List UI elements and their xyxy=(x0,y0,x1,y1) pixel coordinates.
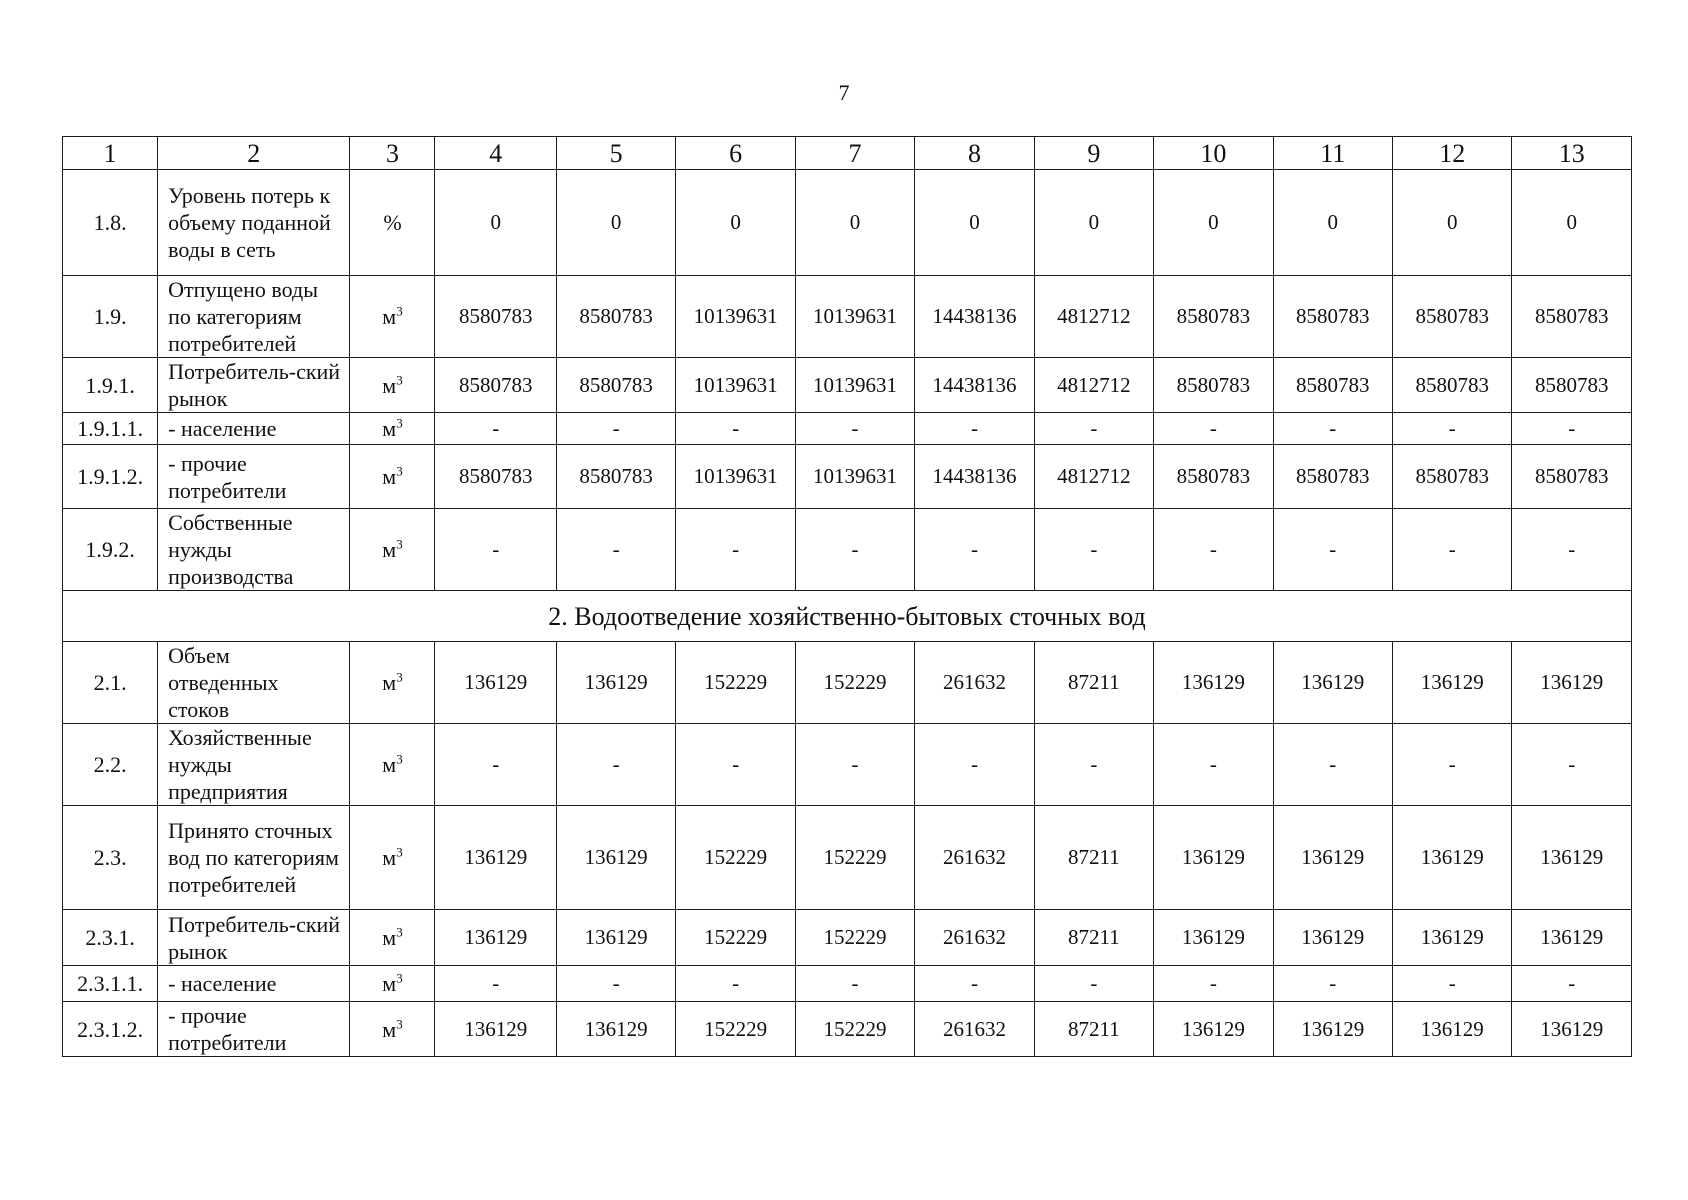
row-value: 10139631 xyxy=(795,358,914,413)
row-value: 152229 xyxy=(795,1002,914,1057)
table-row xyxy=(63,358,1632,413)
row-value: 136129 xyxy=(1154,806,1273,910)
table-row xyxy=(63,445,1632,509)
row-value: - xyxy=(795,413,914,445)
row-code: 1.8. xyxy=(63,170,158,276)
row-name: Потребитель-ский рынок xyxy=(158,358,350,413)
row-value: - xyxy=(915,509,1034,591)
row-value: 152229 xyxy=(795,642,914,724)
row-value: 8580783 xyxy=(556,445,675,509)
row-value: - xyxy=(1034,509,1153,591)
row-name: Уровень потерь к объему поданной воды в сеть xyxy=(158,170,350,276)
row-value: - xyxy=(435,966,556,1002)
row-value: 10139631 xyxy=(676,445,795,509)
row-value: 8580783 xyxy=(1512,358,1632,413)
row-value: 152229 xyxy=(676,1002,795,1057)
row-value: 136129 xyxy=(435,642,556,724)
row-value: - xyxy=(1273,413,1392,445)
row-code: 2.3.1. xyxy=(63,910,158,966)
row-value: - xyxy=(1393,413,1512,445)
row-value: 136129 xyxy=(1154,642,1273,724)
row-code: 1.9. xyxy=(63,276,158,358)
row-value: - xyxy=(1273,724,1392,806)
row-value: - xyxy=(1393,724,1512,806)
row-value: 152229 xyxy=(676,642,795,724)
row-value: 136129 xyxy=(1512,910,1632,966)
row-value: - xyxy=(795,509,914,591)
row-unit: $м^3$ xyxy=(350,445,435,509)
header-cell: 5 xyxy=(556,137,675,170)
header-cell: 2 xyxy=(158,137,350,170)
row-value: 261632 xyxy=(915,642,1034,724)
table-row xyxy=(63,966,1632,1002)
row-value: - xyxy=(1154,724,1273,806)
row-value: 0 xyxy=(915,170,1034,276)
row-name: Отпущено воды по категориям потребителей xyxy=(158,276,350,358)
row-value: 8580783 xyxy=(1154,445,1273,509)
row-unit: $м^3$ xyxy=(350,910,435,966)
row-code: 1.9.1.1. xyxy=(63,413,158,445)
row-value: 152229 xyxy=(676,910,795,966)
row-value: - xyxy=(1154,966,1273,1002)
row-value: 0 xyxy=(795,170,914,276)
row-name: Хозяйственные нужды предприятия xyxy=(158,724,350,806)
header-cell: 7 xyxy=(795,137,914,170)
table-row xyxy=(63,910,1632,966)
row-value: 10139631 xyxy=(795,276,914,358)
row-value: 8580783 xyxy=(435,445,556,509)
row-unit: $м^3$ xyxy=(350,724,435,806)
row-name: - население xyxy=(158,966,350,1002)
row-unit: $м^3$ xyxy=(350,1002,435,1057)
row-value: - xyxy=(915,966,1034,1002)
row-value: 136129 xyxy=(1393,910,1512,966)
row-value: - xyxy=(795,724,914,806)
row-value: - xyxy=(676,509,795,591)
row-value: 8580783 xyxy=(435,276,556,358)
row-unit: $м^3$ xyxy=(350,806,435,910)
row-code: 1.9.1. xyxy=(63,358,158,413)
row-value: 4812712 xyxy=(1034,276,1153,358)
row-value: 0 xyxy=(1273,170,1392,276)
header-cell: 8 xyxy=(915,137,1034,170)
row-value: 10139631 xyxy=(676,276,795,358)
row-value: 8580783 xyxy=(1512,276,1632,358)
row-value: 136129 xyxy=(435,910,556,966)
row-name: Принято сточных вод по категориям потребителей xyxy=(158,806,350,910)
row-value: 136129 xyxy=(556,910,675,966)
row-value: - xyxy=(556,509,675,591)
row-value: 8580783 xyxy=(1273,445,1392,509)
table-row xyxy=(63,413,1632,445)
row-value: 8580783 xyxy=(556,276,675,358)
row-code: 2.2. xyxy=(63,724,158,806)
row-value: 0 xyxy=(676,170,795,276)
row-code: 2.3.1.2. xyxy=(63,1002,158,1057)
row-value: - xyxy=(1512,509,1632,591)
row-value: - xyxy=(1273,966,1392,1002)
row-value: - xyxy=(795,966,914,1002)
row-value: 87211 xyxy=(1034,806,1153,910)
row-value: 4812712 xyxy=(1034,445,1153,509)
header-cell: 9 xyxy=(1034,137,1153,170)
row-value: 4812712 xyxy=(1034,358,1153,413)
row-value: 152229 xyxy=(795,806,914,910)
row-unit: $м^3$ xyxy=(350,413,435,445)
row-value: - xyxy=(435,413,556,445)
row-value: - xyxy=(1393,509,1512,591)
row-value: 0 xyxy=(1154,170,1273,276)
row-value: 8580783 xyxy=(1273,276,1392,358)
row-value: 136129 xyxy=(1512,806,1632,910)
row-unit: % xyxy=(350,170,435,276)
data-table-container xyxy=(62,136,1632,1057)
row-value: 0 xyxy=(1393,170,1512,276)
row-value: 261632 xyxy=(915,806,1034,910)
row-code: 2.1. xyxy=(63,642,158,724)
row-value: 152229 xyxy=(676,806,795,910)
row-value: 8580783 xyxy=(556,358,675,413)
header-row xyxy=(63,137,1632,170)
row-value: - xyxy=(676,413,795,445)
row-value: 87211 xyxy=(1034,642,1153,724)
row-value: - xyxy=(556,413,675,445)
row-value: 136129 xyxy=(1273,910,1392,966)
row-value: 8580783 xyxy=(1154,276,1273,358)
header-cell: 1 xyxy=(63,137,158,170)
row-name: - население xyxy=(158,413,350,445)
row-value: - xyxy=(556,724,675,806)
table-row xyxy=(63,1002,1632,1057)
row-value: 136129 xyxy=(1273,642,1392,724)
row-value: - xyxy=(1034,724,1153,806)
row-value: 261632 xyxy=(915,1002,1034,1057)
row-code: 2.3.1.1. xyxy=(63,966,158,1002)
row-value: - xyxy=(1512,413,1632,445)
row-name: - прочие потребители xyxy=(158,1002,350,1057)
row-unit: $м^3$ xyxy=(350,509,435,591)
row-value: - xyxy=(435,509,556,591)
row-name: Объем отведенных стоков xyxy=(158,642,350,724)
row-value: 136129 xyxy=(435,806,556,910)
row-unit: $м^3$ xyxy=(350,966,435,1002)
row-value: 136129 xyxy=(1273,1002,1392,1057)
row-value: - xyxy=(556,966,675,1002)
row-value: - xyxy=(1512,724,1632,806)
row-value: 136129 xyxy=(1393,1002,1512,1057)
row-name: - прочие потребители xyxy=(158,445,350,509)
row-value: - xyxy=(1034,966,1153,1002)
header-cell: 6 xyxy=(676,137,795,170)
row-value: 14438136 xyxy=(915,445,1034,509)
section-title: 2. Водоотведение хозяйственно-бытовых сточных вод xyxy=(63,591,1632,642)
row-value: 136129 xyxy=(1512,642,1632,724)
row-value: - xyxy=(915,413,1034,445)
row-value: - xyxy=(1273,509,1392,591)
row-value: - xyxy=(1154,413,1273,445)
header-cell: 10 xyxy=(1154,137,1273,170)
row-code: 2.3. xyxy=(63,806,158,910)
data-table xyxy=(62,136,1632,1057)
row-value: 14438136 xyxy=(915,276,1034,358)
row-value: 8580783 xyxy=(1154,358,1273,413)
section-row xyxy=(63,591,1632,642)
row-value: - xyxy=(915,724,1034,806)
row-value: 136129 xyxy=(1154,910,1273,966)
row-value: 10139631 xyxy=(676,358,795,413)
row-value: 136129 xyxy=(1154,1002,1273,1057)
row-value: 8580783 xyxy=(1512,445,1632,509)
row-value: 136129 xyxy=(556,1002,675,1057)
row-value: 10139631 xyxy=(795,445,914,509)
row-value: 136129 xyxy=(1512,1002,1632,1057)
row-value: 14438136 xyxy=(915,358,1034,413)
row-value: - xyxy=(676,966,795,1002)
row-unit: $м^3$ xyxy=(350,358,435,413)
row-value: 0 xyxy=(435,170,556,276)
row-value: 8580783 xyxy=(1393,358,1512,413)
row-name: Потребитель-ский рынок xyxy=(158,910,350,966)
page-number: 7 xyxy=(838,80,850,105)
row-value: 0 xyxy=(556,170,675,276)
row-value: 0 xyxy=(1034,170,1153,276)
table-row xyxy=(63,642,1632,724)
table-section xyxy=(63,591,1632,642)
header-cell: 4 xyxy=(435,137,556,170)
row-value: 87211 xyxy=(1034,1002,1153,1057)
table-row xyxy=(63,806,1632,910)
row-value: 136129 xyxy=(1393,642,1512,724)
row-value: 8580783 xyxy=(1393,276,1512,358)
row-value: 136129 xyxy=(435,1002,556,1057)
table-row xyxy=(63,170,1632,276)
row-value: 8580783 xyxy=(1273,358,1392,413)
row-unit: $м^3$ xyxy=(350,642,435,724)
row-value: - xyxy=(1154,509,1273,591)
header-cell: 3 xyxy=(350,137,435,170)
table-row xyxy=(63,276,1632,358)
row-code: 1.9.2. xyxy=(63,509,158,591)
row-value: 87211 xyxy=(1034,910,1153,966)
row-value: 136129 xyxy=(556,806,675,910)
row-value: 136129 xyxy=(1273,806,1392,910)
header-cell: 11 xyxy=(1273,137,1392,170)
row-value: 152229 xyxy=(795,910,914,966)
row-value: - xyxy=(1034,413,1153,445)
row-value: 8580783 xyxy=(435,358,556,413)
row-unit: $м^3$ xyxy=(350,276,435,358)
row-name: Собственные нужды производства xyxy=(158,509,350,591)
row-value: 136129 xyxy=(556,642,675,724)
row-code: 1.9.1.2. xyxy=(63,445,158,509)
row-value: 8580783 xyxy=(1393,445,1512,509)
table-row xyxy=(63,724,1632,806)
row-value: - xyxy=(1393,966,1512,1002)
header-cell: 12 xyxy=(1393,137,1512,170)
row-value: 136129 xyxy=(1393,806,1512,910)
row-value: - xyxy=(676,724,795,806)
row-value: 0 xyxy=(1512,170,1632,276)
row-value: - xyxy=(1512,966,1632,1002)
row-value: 261632 xyxy=(915,910,1034,966)
table-row xyxy=(63,509,1632,591)
header-cell: 13 xyxy=(1512,137,1632,170)
table-body-part2 xyxy=(63,642,1632,1057)
row-value: - xyxy=(435,724,556,806)
table-body-part1 xyxy=(63,170,1632,591)
